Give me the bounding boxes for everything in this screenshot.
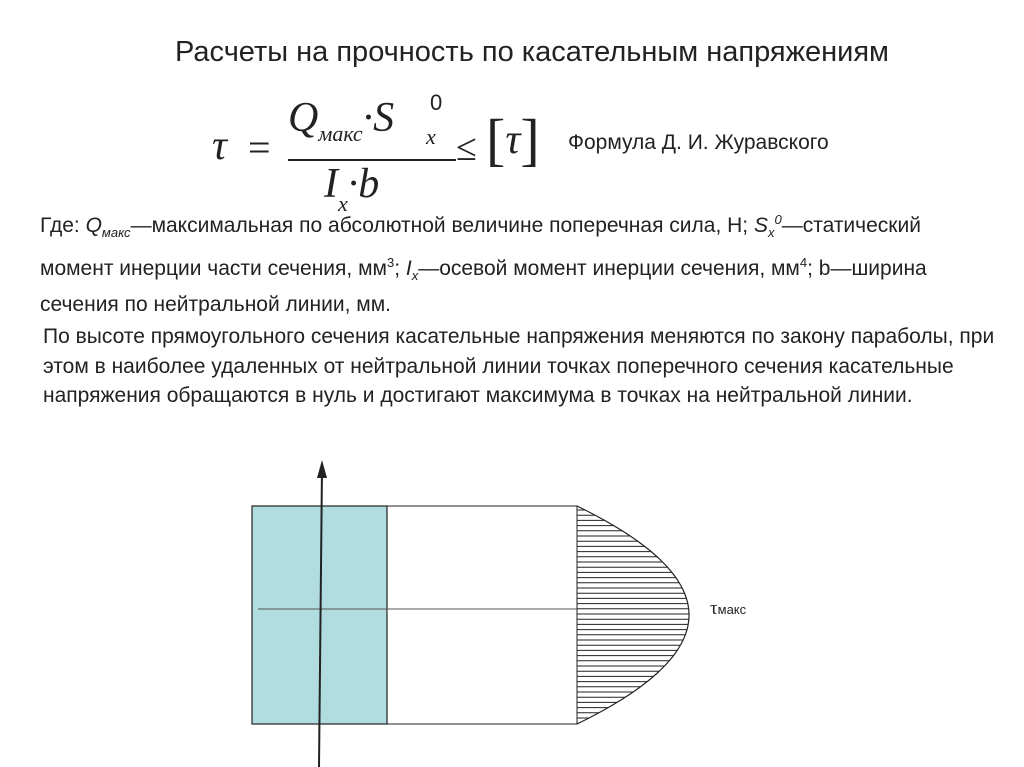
numerator-s-superscript: 0: [430, 90, 443, 115]
where-s: S: [753, 214, 768, 237]
axis-arrowhead: [317, 460, 327, 478]
diagram-frame: [387, 506, 577, 724]
numerator-s: ·S: [362, 95, 395, 141]
numerator-s-subscript: x: [426, 124, 436, 149]
rhs-tau: τ: [505, 117, 521, 163]
where-i: I: [405, 256, 412, 280]
where-s-subscript: x: [767, 225, 775, 241]
formula-equals: =: [248, 125, 271, 170]
where-text: Где:: [40, 214, 86, 237]
rhs-open-bracket: [: [486, 107, 506, 172]
where-s-superscript: 0: [774, 212, 782, 227]
tau-max-label: [710, 598, 746, 620]
tau-max-symbol: τ: [710, 598, 718, 619]
formula-caption: Формула Д. И. Журавского: [568, 131, 829, 154]
denominator-i-subscript: x: [338, 191, 348, 216]
where-q-subscript: макс: [101, 225, 131, 241]
where-text: —максимальная по абсолютной величине поперечная сила, Н;: [130, 214, 754, 237]
slide-title: Расчеты на прочность по касательным напряжениям: [175, 36, 889, 68]
tau-max-subscript: макс: [717, 602, 747, 617]
where-mm3-superscript: 3: [386, 254, 395, 270]
parabola-paragraph: По высоте прямоугольного сечения касательные напряжения меняются по закону параболы, при этом в наиболее удаленных от нейтральной линии точках поперечного сечения касательные напряжения обращаются в нуль и достигают максимума в точках на нейтральной линии.: [43, 325, 995, 407]
formula-leq: ≤: [456, 127, 477, 169]
where-i-subscript: x: [411, 267, 419, 283]
numerator-q-subscript: макс: [318, 121, 363, 146]
where-q: Q: [85, 214, 102, 237]
denominator-i: I: [324, 161, 338, 207]
where-text: ; b—ширина сечения по нейтральной линии, мм.: [40, 256, 927, 317]
formula-lhs-tau: τ: [212, 123, 228, 169]
parabola-curve: [577, 506, 689, 724]
parabola-hatching: [577, 510, 689, 723]
where-text: —осевой момент инерции сечения, мм: [418, 256, 800, 280]
where-text: —статический момент инерции части сечения, мм: [40, 214, 921, 280]
where-mm4-superscript: 4: [799, 254, 808, 270]
rhs-close-bracket: ]: [520, 107, 540, 172]
where-text: ;: [394, 256, 406, 280]
denominator-b: ·b: [347, 161, 380, 207]
numerator-q: Q: [288, 95, 319, 141]
